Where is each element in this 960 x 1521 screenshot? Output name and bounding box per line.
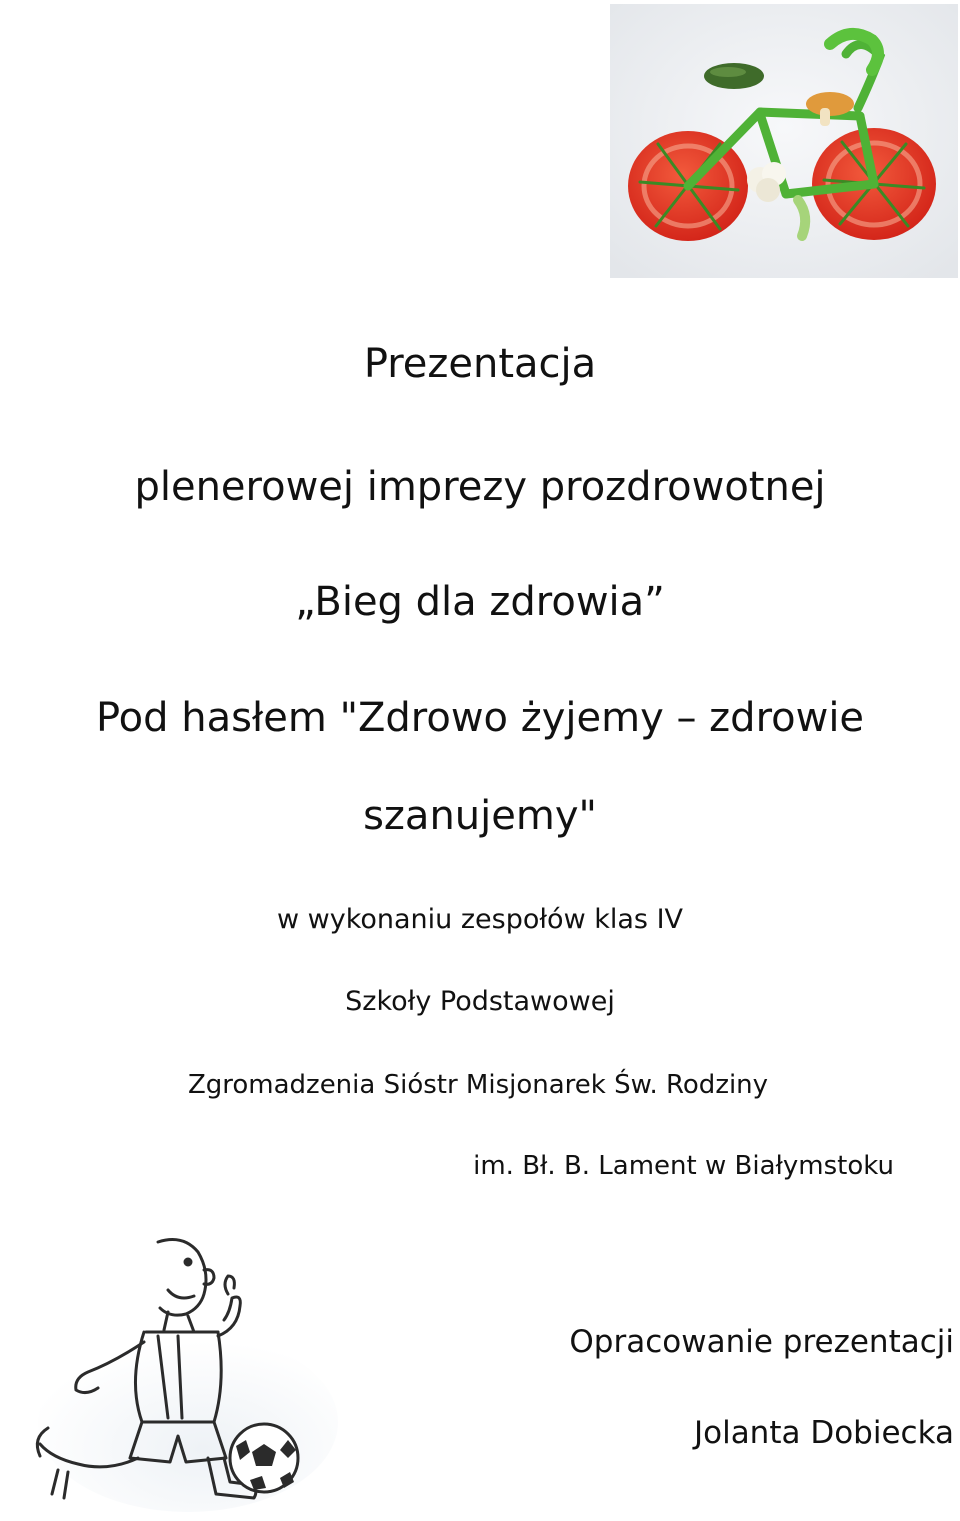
vegetable-bicycle-image [610, 4, 958, 278]
by-line-4: im. Bł. B. Lament w Białymstoku [473, 1151, 894, 1181]
runner-with-football-illustration [18, 1232, 338, 1512]
credit-author: Jolanta Dobiecka [693, 1415, 954, 1451]
subtitle: plenerowej imprezy prozdrowotnej [134, 464, 826, 510]
by-line-3: Zgromadzenia Sióstr Misjonarek Św. Rodziny [187, 1070, 769, 1100]
credit-label: Opracowanie prezentacji [569, 1324, 954, 1360]
motto-line-1: Pod hasłem "Zdrowo żyjemy – zdrowie [95, 695, 865, 741]
by-line-1: w wykonaniu zespołów klas IV [276, 904, 683, 935]
title: Prezentacja [363, 341, 597, 387]
event-name: „Bieg dla zdrowia” [295, 579, 665, 625]
by-line-2: Szkoły Podstawowej [345, 986, 615, 1017]
motto-line-2: szanujemy" [363, 793, 597, 839]
